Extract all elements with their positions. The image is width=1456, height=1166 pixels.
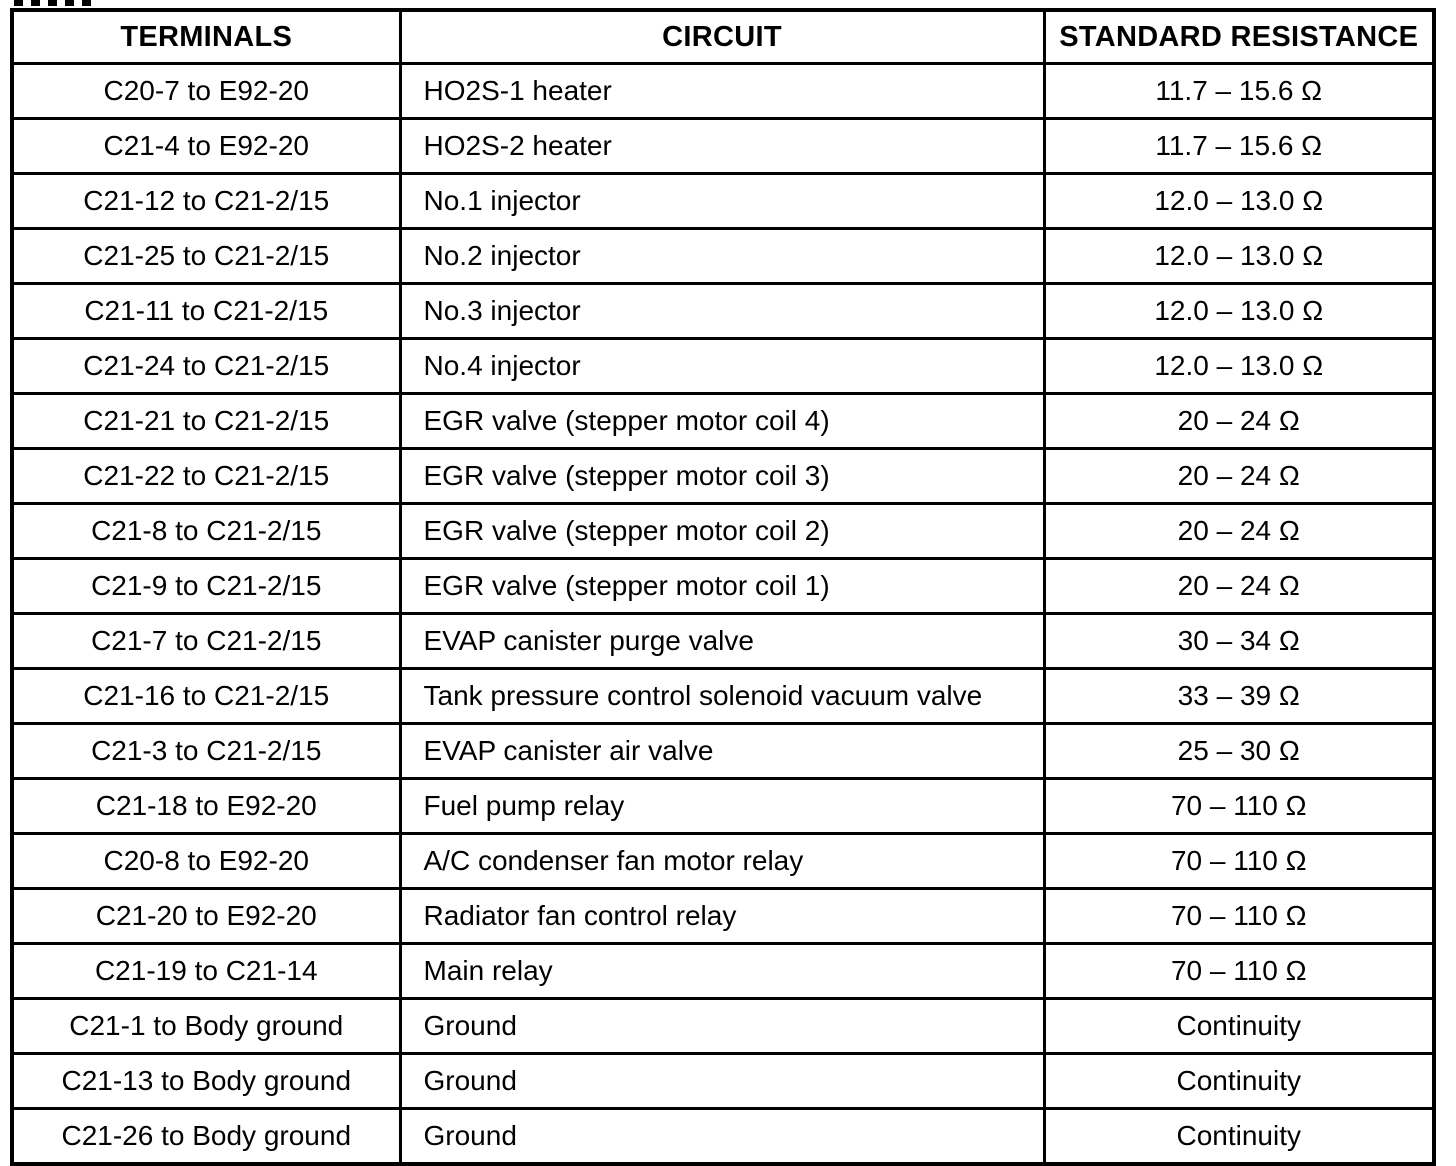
circuit-cell: EGR valve (stepper motor coil 3)	[400, 449, 1044, 504]
table-row	[12, 669, 1434, 724]
circuit-cell: No.1 injector	[400, 174, 1044, 229]
table-row	[12, 724, 1434, 779]
resistance-cell: 70 – 110 Ω	[1044, 944, 1434, 999]
terminals-cell: C21-19 to C21-14	[12, 944, 400, 999]
circuit-cell: EGR valve (stepper motor coil 4)	[400, 394, 1044, 449]
terminals-cell: C21-18 to E92-20	[12, 779, 400, 834]
resistance-cell: 11.7 – 15.6 Ω	[1044, 119, 1434, 174]
table-row	[12, 1109, 1434, 1165]
resistance-cell: 12.0 – 13.0 Ω	[1044, 339, 1434, 394]
circuit-cell: EGR valve (stepper motor coil 2)	[400, 504, 1044, 559]
terminals-cell: C21-21 to C21-2/15	[12, 394, 400, 449]
terminals-cell: C21-26 to Body ground	[12, 1109, 400, 1165]
terminals-cell: C20-7 to E92-20	[12, 64, 400, 119]
resistance-cell: 12.0 – 13.0 Ω	[1044, 284, 1434, 339]
table-row	[12, 834, 1434, 889]
resistance-cell: 20 – 24 Ω	[1044, 394, 1434, 449]
terminals-cell: C21-11 to C21-2/15	[12, 284, 400, 339]
terminals-cell: C21-16 to C21-2/15	[12, 669, 400, 724]
table-body	[12, 64, 1434, 1165]
resistance-cell: 20 – 24 Ω	[1044, 559, 1434, 614]
circuit-cell: No.2 injector	[400, 229, 1044, 284]
resistance-spec-table	[10, 8, 1436, 1166]
terminals-cell: C21-7 to C21-2/15	[12, 614, 400, 669]
resistance-cell: 20 – 24 Ω	[1044, 449, 1434, 504]
circuit-cell: Ground	[400, 999, 1044, 1054]
circuit-cell: No.3 injector	[400, 284, 1044, 339]
table-row	[12, 779, 1434, 834]
table-header-row	[12, 10, 1434, 64]
circuit-cell: EVAP canister air valve	[400, 724, 1044, 779]
table-row	[12, 449, 1434, 504]
resistance-cell: 70 – 110 Ω	[1044, 779, 1434, 834]
resistance-cell: 30 – 34 Ω	[1044, 614, 1434, 669]
table-row	[12, 889, 1434, 944]
terminals-cell: C21-25 to C21-2/15	[12, 229, 400, 284]
resistance-cell: 12.0 – 13.0 Ω	[1044, 229, 1434, 284]
terminals-cell: C21-8 to C21-2/15	[12, 504, 400, 559]
table-row	[12, 64, 1434, 119]
table-row	[12, 284, 1434, 339]
resistance-cell: 20 – 24 Ω	[1044, 504, 1434, 559]
resistance-cell: 70 – 110 Ω	[1044, 889, 1434, 944]
circuit-cell: A/C condenser fan motor relay	[400, 834, 1044, 889]
terminals-cell: C21-9 to C21-2/15	[12, 559, 400, 614]
table-row	[12, 339, 1434, 394]
terminals-cell: C21-3 to C21-2/15	[12, 724, 400, 779]
table-row	[12, 614, 1434, 669]
circuit-cell: HO2S-1 heater	[400, 64, 1044, 119]
terminals-cell: C21-24 to C21-2/15	[12, 339, 400, 394]
resistance-cell: Continuity	[1044, 1109, 1434, 1165]
resistance-cell: Continuity	[1044, 999, 1434, 1054]
table-row	[12, 999, 1434, 1054]
resistance-cell: 33 – 39 Ω	[1044, 669, 1434, 724]
table-row	[12, 394, 1434, 449]
terminals-cell: C21-4 to E92-20	[12, 119, 400, 174]
circuit-cell: EGR valve (stepper motor coil 1)	[400, 559, 1044, 614]
table-row	[12, 1054, 1434, 1109]
circuit-cell: Ground	[400, 1109, 1044, 1165]
terminals-cell: C21-20 to E92-20	[12, 889, 400, 944]
table-row	[12, 944, 1434, 999]
table-row	[12, 229, 1434, 284]
scan-edge-artifact	[14, 0, 92, 6]
terminals-cell: C21-13 to Body ground	[12, 1054, 400, 1109]
header-standard-resistance: STANDARD RESISTANCE	[1044, 10, 1434, 64]
terminals-cell: C21-22 to C21-2/15	[12, 449, 400, 504]
circuit-cell: No.4 injector	[400, 339, 1044, 394]
terminals-cell: C21-12 to C21-2/15	[12, 174, 400, 229]
circuit-cell: Ground	[400, 1054, 1044, 1109]
circuit-cell: HO2S-2 heater	[400, 119, 1044, 174]
resistance-cell: Continuity	[1044, 1054, 1434, 1109]
table-row	[12, 119, 1434, 174]
table-row	[12, 504, 1434, 559]
circuit-cell: Fuel pump relay	[400, 779, 1044, 834]
circuit-cell: Radiator fan control relay	[400, 889, 1044, 944]
terminals-cell: C20-8 to E92-20	[12, 834, 400, 889]
table-row	[12, 559, 1434, 614]
resistance-cell: 12.0 – 13.0 Ω	[1044, 174, 1434, 229]
circuit-cell: Tank pressure control solenoid vacuum valve	[400, 669, 1044, 724]
circuit-cell: Main relay	[400, 944, 1044, 999]
resistance-cell: 70 – 110 Ω	[1044, 834, 1434, 889]
header-terminals: TERMINALS	[12, 10, 400, 64]
resistance-cell: 25 – 30 Ω	[1044, 724, 1434, 779]
terminals-cell: C21-1 to Body ground	[12, 999, 400, 1054]
header-circuit: CIRCUIT	[400, 10, 1044, 64]
table-row	[12, 174, 1434, 229]
circuit-cell: EVAP canister purge valve	[400, 614, 1044, 669]
resistance-cell: 11.7 – 15.6 Ω	[1044, 64, 1434, 119]
